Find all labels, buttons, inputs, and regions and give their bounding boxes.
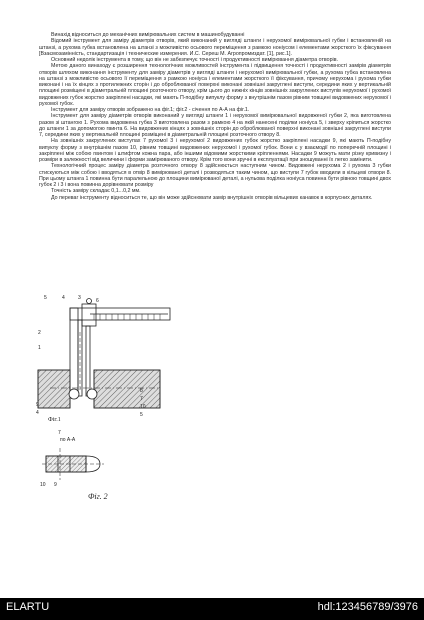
- body-text: [39, 32, 391, 201]
- fig1-label: 3: [78, 295, 81, 301]
- fig1-label: 5: [140, 412, 143, 418]
- paragraph: Основний недолік інструмента в тому, що він не забезпечує точності і продуктивності вимірювання діаметра отворів.: [51, 57, 339, 63]
- paragraph: Інструмент для заміру отворів зображено на фіг.1; фіг.2 - січення по А-А на фіг.1.: [51, 107, 250, 113]
- fig1-label: 7: [140, 396, 143, 402]
- fig2-section-label: по А-А: [60, 437, 76, 443]
- fig1-label: 9: [36, 402, 39, 408]
- paragraph: Метою даного винаходу є розширення технологічних можливостей інструмента і підвищення точності і продуктивності замірів діаметрів отворів шляхом виконання інструменту для заміру діаметрів у вигляді штанги і нерухомої вимірювальної губки, а рухома губка встановлена на штанзі з можливістю осьового її переміщення з рамкою ноніуса і елементами жорсткого її фіксування, причому нерухома і рухома губки виконані і на їх кінцях з протилежних сторін і до оброблюваної поверхні виконані зовнішні закруглені виступи, середини яких у вертикальній площині розміщені в діаметральній площині розточного отвору, крім цього до нижніх кінців зовнішніх закруглених виступів нерухомої і рухомої видовжених губок жорстко закріплені насадки, які мають П-подібну випуклу форму з внутрішнім пазом рівним товщині видовжених нерухомої і рухомої губок.: [39, 63, 391, 107]
- figure-2-drawing: [40, 444, 110, 488]
- figure-1-caption: Фіг.1: [48, 417, 61, 423]
- paragraph: На зовнішніх закруглених виступах 7 рухомої 3 і нерухомої 2 видовжених губок жорстко закріплені насадки 9, які мають П-подібну випуклу форму з внутрішнім пазом 10, рівним товщині видовжених нерухомої і рухомої губок. Вони є у взаємодії по поперечній площині і закріплені між собою гвинтом і штифтом кожна пара, або іншими відомими жорсткими кріпленнями. Насадки 9 можуть мати різну кривизну і розміри в залежності від величини і форми замірюваного отвору. Крім того вони зручні в експлуатації при зношуванні їх легко замінити.: [39, 138, 391, 163]
- paragraph: Інструмент для заміру діаметрів отворів виконаний у вигляді штанги 1 і нерухомої вимірювальної видовженої губки 2, яка виготовлена разом зі штангою 1. Рухома видовжена губка 3 виготовлена разом з рамкою 4 на якій нанесені поділки ноніуса 5, і зверху кріпиться жорстко до штанги 1 за допомогою гвинта 6. На видовжених кінцях з зовнішніх сторін до оброблюваної поверхні виконані зовнішні закруглені виступи 7, середини яких у вертикальній площині розміщені в діаметральній площині розточного отвору 8.: [39, 113, 391, 138]
- paragraph: Технологічний процес заміру діаметра розточного отвору 8 здійснюється наступним чином. Видовжені нерухома 2 і рухома 3 губки стискуються між собою і вводяться в отвір 8 вимірюваної деталі і розводяться таким чином, що виступи 7 губок вводили в кільцеві отвори 8. При цьому штанга 1 повинна бути паралельною до площини вимірюваної деталі, а нульова поділка ноніуса повинна бути рівною товщині двох губок 2 і 3 і вона повинна дорівнювати розміру: [39, 163, 391, 188]
- fig1-label: 2: [38, 330, 41, 336]
- footer-handle-link[interactable]: hdl:123456789/3976: [317, 601, 418, 613]
- fig1-label: 4: [62, 295, 65, 301]
- fig1-label: 10: [140, 404, 146, 410]
- footer-bar: [0, 598, 424, 620]
- footer-repository-name: ELARTU: [6, 601, 50, 613]
- fig2-label: 10: [40, 482, 46, 488]
- rod-shape: [70, 308, 78, 396]
- fig2-label: 9: [54, 482, 57, 488]
- paragraph: Відомий інструмент для заміру діаметрів отворів, який виконаний у вигляді штанги і нерухомої вимірювальної губки і встановленій на штанзі, а рухома губка встановлена на штанзі з можливістю осьового переміщення з рамкою ноніусом і елементами жорсткого їх фіксування [Взаємозамінність, стандартизація і технические измерения. И.С. Сереш М. Агропромиздат. [1], рис.1].: [39, 38, 391, 57]
- fig1-label: 1: [38, 345, 41, 351]
- figure-1-drawing: [30, 290, 180, 420]
- paragraph: Точність заміру складає 0,1...0,2 мм.: [51, 188, 141, 195]
- figure-2-caption: Фіг. 2: [88, 492, 108, 501]
- fig1-label: 4: [36, 410, 39, 416]
- paragraph: До переваг інструменту відноситься те, що він може здійснювати замір внутрішніх отворів вільцевих канавок в корпусних деталях.: [51, 194, 373, 201]
- fig1-label: 5: [44, 295, 47, 301]
- fig1-label: 8: [140, 388, 143, 394]
- paragraph: Винахід відноситься до механічних вимірювальних систем в машинобудуванні: [51, 32, 245, 38]
- fig2-label: 7: [58, 430, 61, 436]
- fig1-label: 6: [96, 298, 99, 304]
